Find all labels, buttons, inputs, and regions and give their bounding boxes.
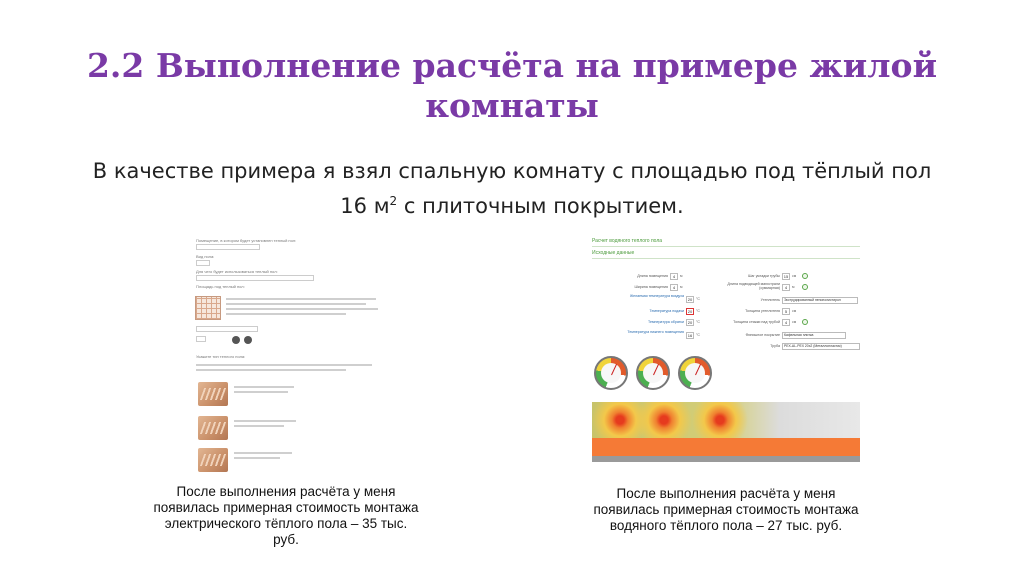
screed-thickness-input[interactable]: 4 bbox=[782, 319, 790, 326]
heating-cable-thumbnail bbox=[198, 416, 228, 440]
supply-temp-input[interactable]: 20 bbox=[687, 309, 693, 314]
water-calculator-section: Исходные данные bbox=[592, 250, 635, 256]
electric-q4-label: Площадь под теплый пол: bbox=[196, 284, 245, 289]
electric-q5-label: Укажите тип теплого пола: bbox=[196, 354, 246, 359]
finish-label: Финишное покрытие bbox=[745, 333, 780, 337]
unit: °C bbox=[696, 320, 701, 324]
electric-area-input bbox=[196, 336, 206, 342]
insulation-thickness-input[interactable]: 5 bbox=[782, 308, 790, 315]
intro-text: В качестве примера я взял спальную комнату с площадью под тёплый пол 16 м bbox=[92, 159, 932, 218]
area-grid-image bbox=[195, 296, 221, 320]
text-line bbox=[226, 308, 378, 310]
help-icon[interactable] bbox=[802, 319, 808, 325]
pipe-step-label: Шаг укладки трубы bbox=[748, 274, 780, 278]
text-line bbox=[234, 386, 294, 388]
room-width-input[interactable]: 4 bbox=[670, 284, 678, 291]
insulation-thickness-label: Толщина утеплителя bbox=[745, 309, 780, 313]
help-icon[interactable] bbox=[802, 273, 808, 279]
electric-q1-label: Помещение, в котором будет установлен теплый пол: bbox=[196, 238, 297, 243]
unit: м bbox=[680, 285, 683, 289]
lower-room-temp-label: Температура нижнего помещения bbox=[627, 330, 684, 334]
text-line bbox=[226, 313, 346, 315]
unit: см bbox=[792, 320, 797, 324]
gauge-icon bbox=[636, 356, 670, 390]
pipe-select[interactable]: PEX-AL-PEX 20x2 (Металлопластик) bbox=[782, 343, 860, 350]
text-line bbox=[196, 369, 346, 371]
room-width-label: Ширина помещения bbox=[634, 285, 668, 289]
supply-line-label: Длина подводящей магистрали (суммарная) bbox=[727, 282, 780, 290]
text-line bbox=[234, 420, 296, 422]
pipe-label: Труба bbox=[770, 344, 780, 348]
electric-q3-label: Для чего будет использоваться теплый пол: bbox=[196, 269, 278, 274]
thermal-distribution-image bbox=[592, 402, 860, 438]
text-line bbox=[234, 425, 284, 427]
text-line bbox=[226, 303, 366, 305]
divider bbox=[592, 258, 860, 259]
insulation-select[interactable]: Экструдированный пенополистирол bbox=[782, 297, 858, 304]
room-length-input[interactable]: 4 bbox=[670, 273, 678, 280]
unit: м bbox=[792, 285, 795, 289]
gauge-icon bbox=[594, 356, 628, 390]
screed-thickness-label: Толщина стяжки над трубой bbox=[733, 320, 780, 324]
stepper-knob-icon bbox=[232, 336, 240, 344]
supply-temp-label: Температура подачи bbox=[649, 309, 684, 313]
text-line bbox=[234, 452, 292, 454]
supply-line-input[interactable]: 4 bbox=[782, 284, 790, 291]
return-temp-label: Температура обратки bbox=[648, 320, 684, 324]
intro-superscript: 2 bbox=[389, 194, 398, 208]
text-line bbox=[196, 364, 372, 366]
screed-layer bbox=[592, 438, 860, 456]
finish-select[interactable]: Кафельная плитка bbox=[782, 332, 846, 339]
electric-q2-label: Вид пола: bbox=[196, 254, 215, 259]
insulation-label: Утеплитель bbox=[760, 298, 780, 302]
electric-q2-select bbox=[196, 260, 210, 266]
return-temp-input[interactable]: 20 bbox=[687, 320, 693, 325]
caption-electric: После выполнения расчёта у меня появилась примерная стоимость монтажа электрического тёплого пола – 35 тыс. руб. bbox=[153, 484, 419, 547]
slide-title: 2.2 Выполнение расчёта на примере жилой комнаты bbox=[86, 46, 938, 125]
text-line bbox=[234, 457, 280, 459]
divider bbox=[592, 246, 860, 247]
water-calculator-screenshot bbox=[588, 236, 864, 464]
stepper-knob-icon bbox=[244, 336, 252, 344]
unit: м bbox=[680, 274, 683, 278]
heating-mat-thumbnail bbox=[198, 382, 228, 406]
electric-q1-select bbox=[196, 244, 260, 250]
gauge-icon bbox=[678, 356, 712, 390]
unit: °C bbox=[696, 297, 701, 301]
text-line bbox=[234, 391, 288, 393]
air-temp-input[interactable]: 20 bbox=[687, 297, 693, 302]
intro-text-end: с плиточным покрытием. bbox=[397, 194, 684, 218]
unit: °C bbox=[696, 309, 701, 313]
intro-paragraph bbox=[80, 156, 944, 221]
caption-water: После выполнения расчёта у меня появилась примерная стоимость монтажа водяного тёплого пола – 27 тыс. руб. bbox=[593, 486, 859, 533]
unit: °C bbox=[696, 333, 701, 337]
air-temp-label: Желаемая температура воздуха bbox=[629, 294, 684, 298]
pipe-step-input[interactable]: 15 bbox=[783, 274, 789, 279]
lower-room-temp-input[interactable]: 16 bbox=[687, 333, 693, 338]
electric-q3-select bbox=[196, 275, 314, 281]
infrared-film-thumbnail bbox=[198, 448, 228, 472]
water-calculator-title: Расчет водяного теплого пола bbox=[592, 238, 663, 244]
electric-calculator-screenshot bbox=[192, 236, 412, 480]
room-length-label: Длина помещения bbox=[637, 274, 668, 278]
unit: см bbox=[792, 309, 797, 313]
text-line bbox=[226, 298, 376, 300]
base-layer bbox=[592, 456, 860, 462]
help-icon[interactable] bbox=[802, 284, 808, 290]
unit: см bbox=[792, 274, 797, 278]
electric-area-select bbox=[196, 326, 258, 332]
